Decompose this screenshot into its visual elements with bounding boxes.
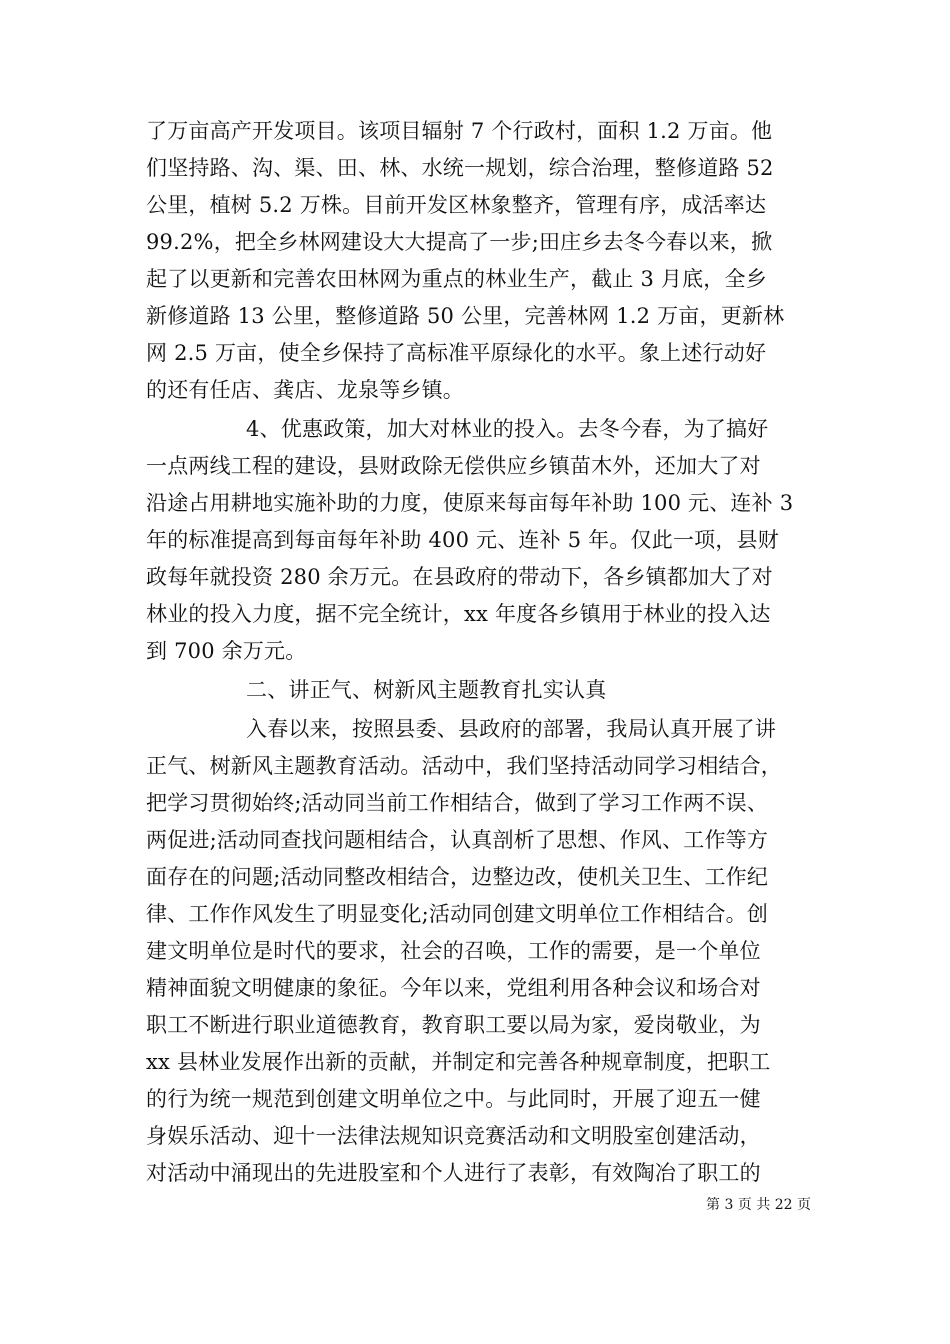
text-line: 起了以更新和完善农田林网为重点的林业生产，截止 3 月底，全乡: [146, 267, 767, 291]
text-line: 政每年就投资 280 余万元。在县政府的带动下，各乡镇都加大了对: [146, 565, 773, 589]
text-line: 面存在的问题;活动同整改相结合，边整边改，使机关卫生、工作纪: [146, 865, 769, 889]
text-line: 99.2%，把全乡林网建设大大提高了一步;田庄乡去冬今春以来，掀: [146, 230, 773, 254]
text-line: 网 2.5 万亩，使全乡保持了高标准平原绿化的水平。象上述行动好: [146, 341, 767, 365]
text-line: 正气、树新风主题教育活动。活动中，我们坚持活动同学习相结合，: [146, 754, 782, 778]
text-line: 新修道路 13 公里，整修道路 50 公里，完善林网 1.2 万亩，更新林: [146, 304, 785, 328]
text-line: 律、工作作风发生了明显变化;活动同创建文明单位工作相结合。创: [146, 902, 769, 926]
text-line: 对活动中涌现出的先进股室和个人进行了表彰，有效陶冶了职工的: [146, 1161, 761, 1185]
text-line: 建文明单位是时代的要求，社会的召唤，工作的需要，是一个单位: [146, 939, 761, 963]
text-line: 一点两线工程的建设，县财政除无偿供应乡镇苗木外，还加大了对: [146, 454, 761, 478]
text-line: 身娱乐活动、迎十一法律法规知识竞赛活动和文明股室创建活动，: [146, 1124, 761, 1148]
text-line: 林业的投入力度，据不完全统计，xx 年度各乡镇用于林业的投入达: [146, 602, 771, 626]
page-number: 第 3 页 共 22 页: [706, 1197, 811, 1213]
text-line: 精神面貌文明健康的象征。今年以来，党组利用各种会议和场合对: [146, 976, 761, 1000]
text-line: 了万亩高产开发项目。该项目辐射 7 个行政村，面积 1.2 万亩。他: [146, 119, 773, 143]
text-line: xx 县林业发展作出新的贡献，并制定和完善各种规章制度，把职工: [146, 1050, 771, 1074]
section-heading: 二、讲正气、树新风主题教育扎实认真: [246, 678, 607, 702]
text-line: 们坚持路、沟、渠、田、林、水统一规划，综合治理，整修道路 52: [146, 156, 774, 180]
text-line: 沿途占用耕地实施补助的力度，使原来每亩每年补助 100 元、连补 3: [146, 491, 794, 515]
text-line: 职工不断进行职业道德教育，教育职工要以局为家，爱岗敬业，为: [146, 1013, 761, 1037]
text-line: 公里，植树 5.2 万株。目前开发区林象整齐，管理有序，成活率达: [146, 193, 767, 217]
text-line: 的还有任店、龚店、龙泉等乡镇。: [146, 378, 464, 402]
text-line: 两促进;活动同查找问题相结合，认真剖析了思想、作风、工作等方: [146, 828, 769, 852]
paragraph-heading-4: 4、优惠政策，加大对林业的投入。去冬今春，为了搞好: [246, 417, 769, 441]
paragraph-first-line: 入春以来，按照县委、县政府的部署，我局认真开展了讲: [246, 717, 776, 741]
text-line: 的行为统一规范到创建文明单位之中。与此同时，开展了迎五一健: [146, 1087, 761, 1111]
text-line: 把学习贯彻始终;活动同当前工作相结合，做到了学习工作两不误、: [146, 791, 769, 815]
text-line: 到 700 余万元。: [146, 639, 307, 663]
text-line: 年的标准提高到每亩每年补助 400 元、连补 5 年。仅此一项，县财: [146, 528, 779, 552]
